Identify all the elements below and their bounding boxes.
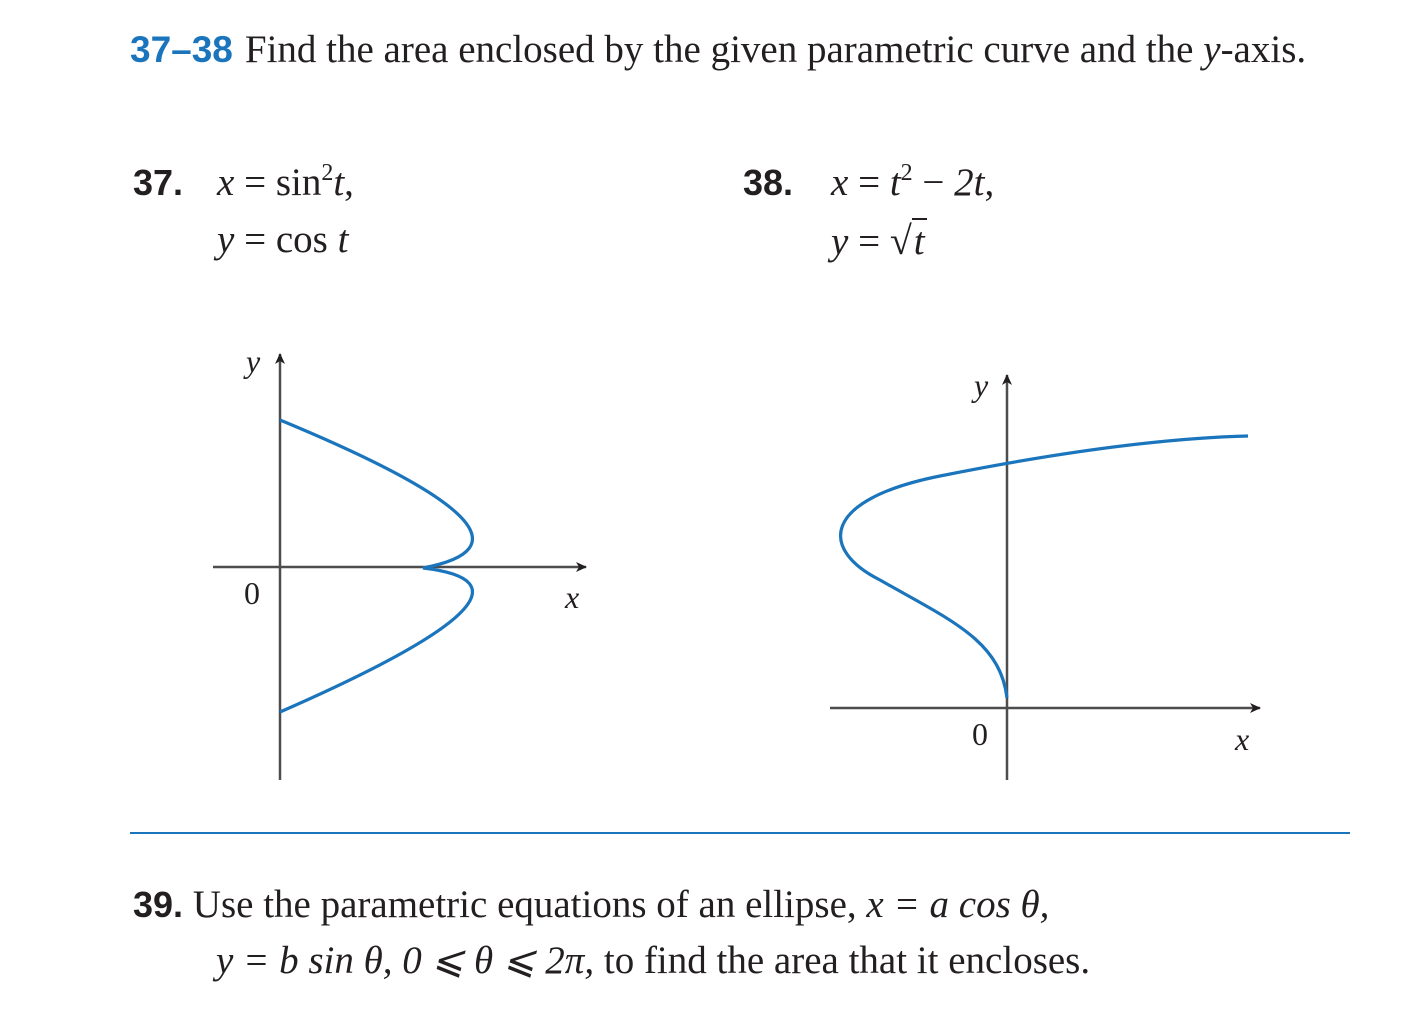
x-axis-label: x	[565, 579, 580, 615]
graph-38	[820, 360, 1270, 790]
problem-number: 38.	[743, 162, 794, 203]
section-divider	[130, 832, 1350, 834]
problem-39	[133, 877, 1090, 989]
problem-39-eq-y: y = b sin θ, 0 ⩽ θ ⩽ 2π,	[216, 939, 595, 982]
problem-39-line-1	[133, 877, 1090, 933]
problem-number: 37.	[133, 162, 184, 203]
y-axis-label: y	[246, 343, 261, 379]
problem-39-text-b: to find the area that it encloses.	[594, 939, 1091, 982]
parametric-curve	[841, 436, 1248, 698]
graph-37	[200, 340, 600, 790]
equation-x: $x = \sin^2t$,	[217, 160, 354, 204]
y-axis-label: y	[974, 367, 989, 403]
problem-39-eq-x: x = a cos θ,	[866, 883, 1050, 926]
instruction-text-2: -axis.	[1220, 28, 1307, 71]
problem-39-line-2	[133, 933, 1090, 989]
problem-39-text-a: Use the parametric equations of an ellipse,	[192, 883, 867, 926]
problem-number: 39.	[133, 884, 184, 925]
origin-label: 0	[972, 716, 988, 752]
equation-y: y = cos t	[217, 218, 349, 261]
exercise-instruction	[130, 22, 1330, 78]
square-root: √t	[889, 218, 925, 263]
instruction-text-1: Find the area enclosed by the given parametric curve and the	[244, 28, 1204, 71]
equation-y: y = √t	[831, 218, 925, 263]
instruction-var: y	[1203, 28, 1221, 71]
origin-label: 0	[244, 575, 260, 611]
exercise-range: 37–38	[130, 29, 233, 70]
x-axis-label: x	[1235, 721, 1250, 757]
equation-x: $x = t^2 - 2t$,	[831, 160, 995, 204]
